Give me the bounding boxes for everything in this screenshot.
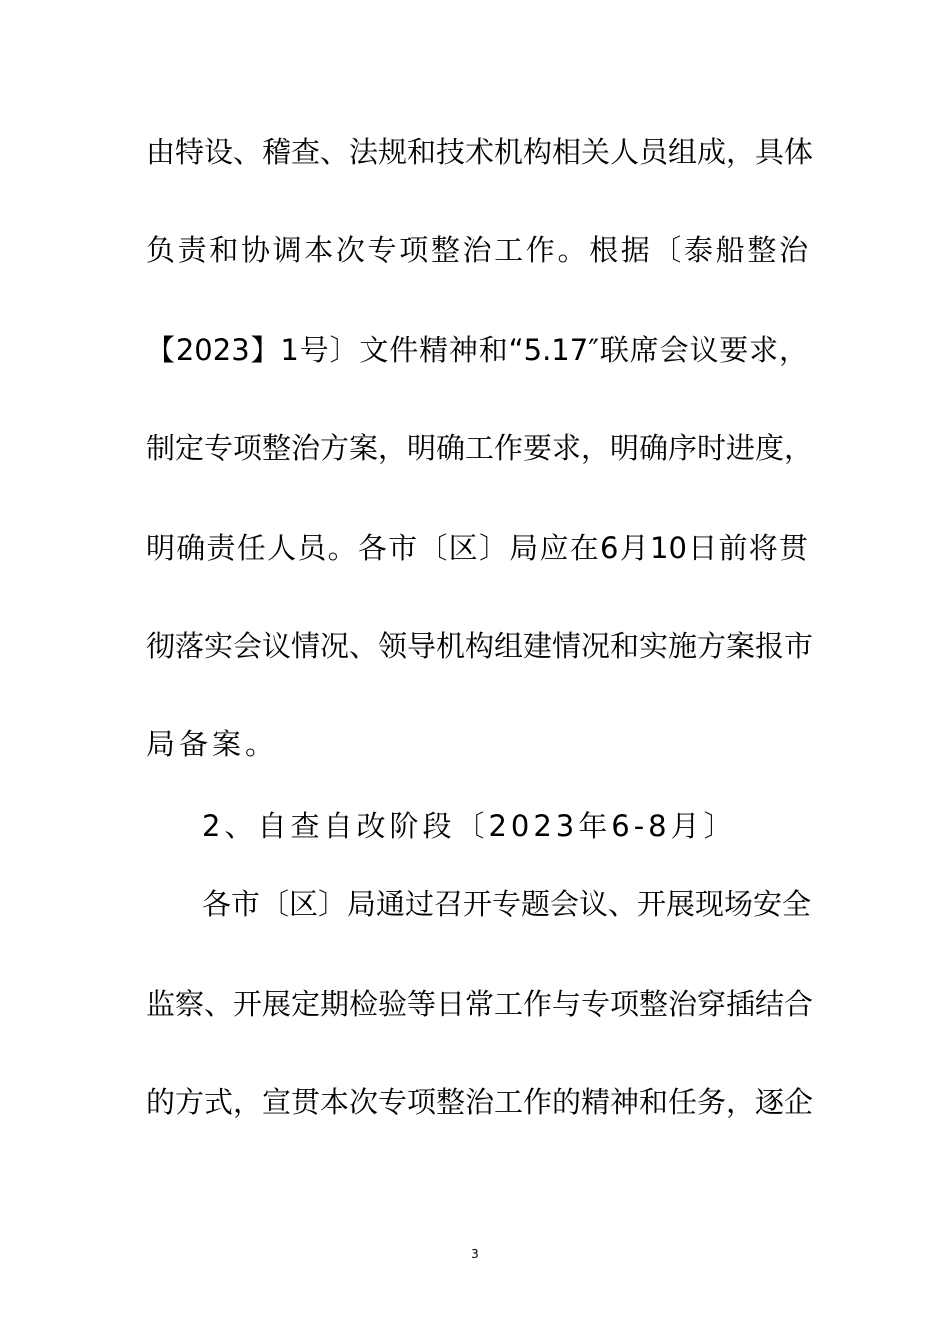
body-text-line-4: 制定专项整治方案，明确工作要求，明确序时进度， [146, 431, 814, 465]
section-heading-self-inspection: 2、自查自改阶段〔2023年6-8月〕 [202, 809, 737, 843]
body-text-line-10: 监察、开展定期检验等日常工作与专项整治穿插结合 [146, 987, 814, 1021]
body-text-line-5: 明确责任人员。各市〔区〕局应在6月10日前将贯 [146, 531, 808, 565]
page-number: 3 [471, 1247, 479, 1261]
body-text-line-7: 局备案。 [146, 727, 279, 761]
body-text-line-1: 由特设、稽查、法规和技术机构相关人员组成，具体 [146, 135, 814, 169]
body-text-line-9: 各市〔区〕局通过召开专题会议、开展现场安全 [202, 887, 812, 921]
body-text-line-3: 【2023】1号〕文件精神和“5.17″联席会议要求， [146, 333, 808, 367]
body-text-line-6: 彻落实会议情况、领导机构组建情况和实施方案报市 [146, 629, 814, 663]
body-text-line-11: 的方式，宣贯本次专项整治工作的精神和任务，逐企 [146, 1085, 814, 1119]
body-text-line-2: 负责和协调本次专项整治工作。根据〔泰船整治 [146, 233, 808, 267]
